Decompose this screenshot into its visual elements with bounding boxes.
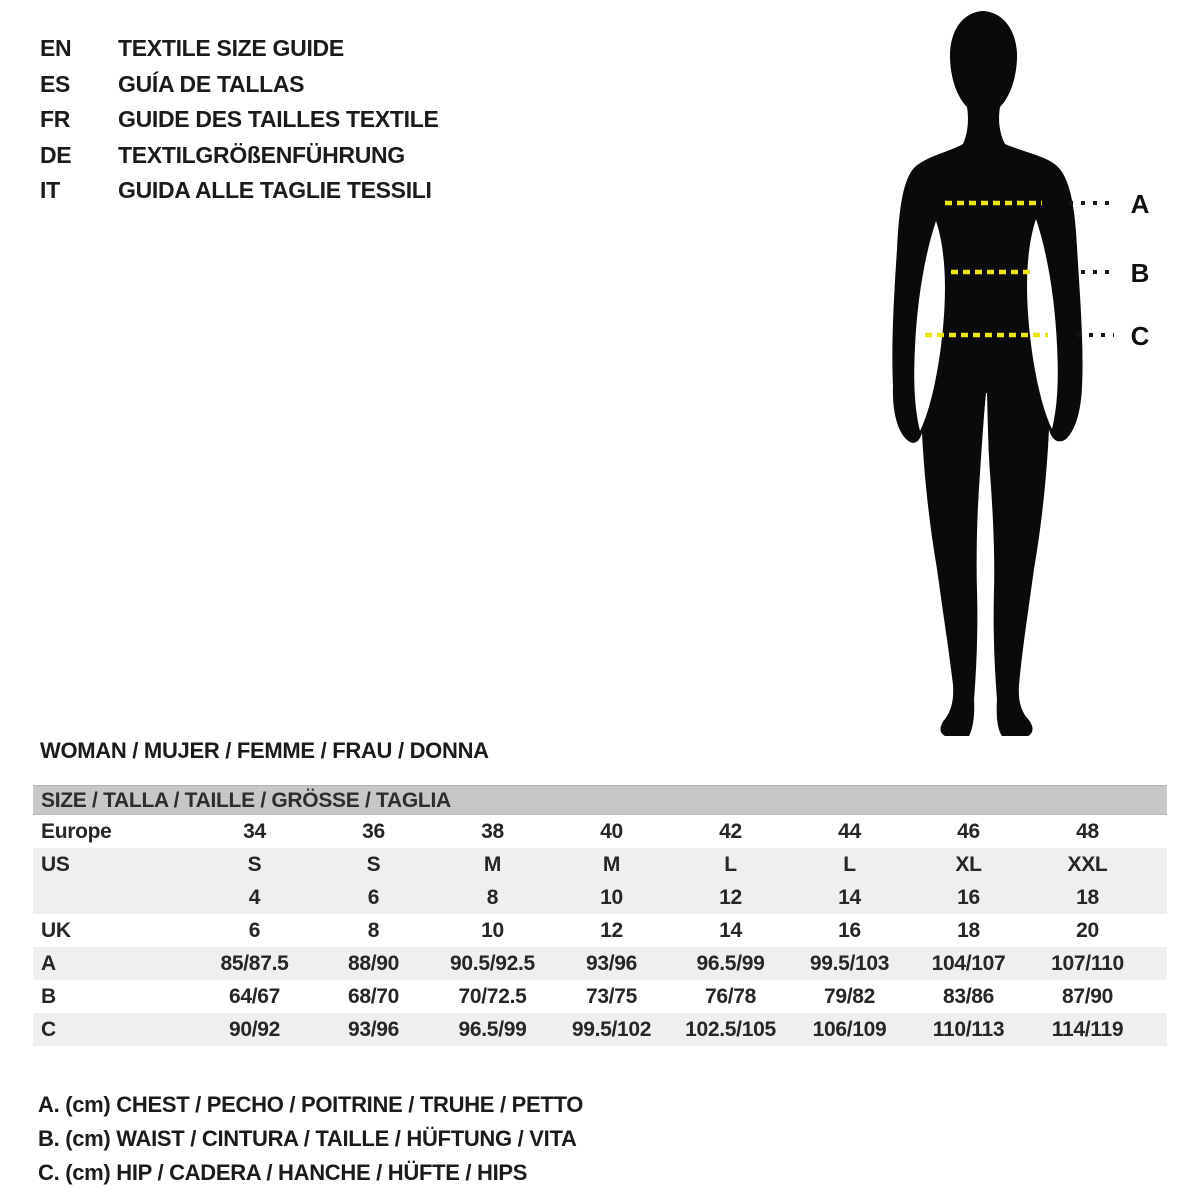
size-cell: 10 bbox=[481, 919, 504, 942]
language-row bbox=[40, 173, 439, 209]
table-row-europe bbox=[33, 815, 1167, 848]
size-cell: 36 bbox=[362, 820, 385, 843]
size-cell: 73/75 bbox=[585, 985, 638, 1008]
size-cell: 64/67 bbox=[228, 985, 281, 1008]
legend-item-chest: A. (cm) CHEST / PECHO / POITRINE / TRUHE / PETTO bbox=[38, 1092, 584, 1117]
size-cell: 4 bbox=[248, 886, 261, 909]
size-cell: 90.5/92.5 bbox=[450, 952, 535, 975]
size-cell: 79/82 bbox=[823, 985, 876, 1008]
size-cell: 68/70 bbox=[347, 985, 400, 1008]
legend-item-hip: C. (cm) HIP / CADERA / HANCHE / HÜFTE / HIPS bbox=[38, 1160, 528, 1185]
size-cell: S bbox=[247, 853, 262, 876]
legend-item-waist: B. (cm) WAIST / CINTURA / TAILLE / HÜFTUNG / VITA bbox=[38, 1126, 577, 1151]
size-cell: 38 bbox=[481, 820, 504, 843]
table-row-us bbox=[33, 848, 1167, 881]
language-code: ES bbox=[40, 70, 71, 97]
size-cell: 16 bbox=[957, 886, 980, 909]
woman-silhouette-icon bbox=[885, 5, 1200, 745]
language-row bbox=[40, 138, 439, 174]
language-list bbox=[40, 31, 439, 209]
size-cell: 20 bbox=[1076, 919, 1099, 942]
size-cell: 6 bbox=[367, 886, 380, 909]
table-row-hip bbox=[33, 1013, 1167, 1046]
size-cell: 93/96 bbox=[347, 1018, 400, 1041]
size-cell: L bbox=[843, 853, 856, 876]
row-label: UK bbox=[41, 919, 71, 942]
row-label: B bbox=[41, 985, 56, 1008]
language-code: FR bbox=[40, 106, 71, 133]
size-cell: 42 bbox=[719, 820, 742, 843]
row-label bbox=[33, 881, 195, 914]
size-table-header: SIZE / TALLA / TAILLE / GRÖSSE / TAGLIA bbox=[33, 785, 1167, 815]
size-cell: 104/107 bbox=[931, 952, 1006, 975]
row-label: A bbox=[41, 952, 56, 975]
row-label: Europe bbox=[41, 820, 112, 843]
size-cell: 44 bbox=[838, 820, 861, 843]
size-cell: 88/90 bbox=[347, 952, 400, 975]
size-cell: 70/72.5 bbox=[458, 985, 527, 1008]
size-cell: 10 bbox=[600, 886, 623, 909]
marker-label-c: C bbox=[1130, 321, 1150, 351]
size-cell: 8 bbox=[486, 886, 499, 909]
size-cell: 46 bbox=[957, 820, 980, 843]
size-cell: 8 bbox=[367, 919, 380, 942]
size-cell: 34 bbox=[243, 820, 266, 843]
size-cell: 102.5/105 bbox=[685, 1018, 776, 1041]
size-cell: XL bbox=[955, 853, 982, 876]
language-row bbox=[40, 102, 439, 138]
size-cell: 83/86 bbox=[942, 985, 995, 1008]
row-label: C bbox=[41, 1018, 56, 1041]
size-cell: 48 bbox=[1076, 820, 1099, 843]
language-row bbox=[40, 31, 439, 67]
marker-label-a: A bbox=[1130, 189, 1150, 219]
size-cell: 90/92 bbox=[228, 1018, 281, 1041]
language-label: TEXTILE SIZE GUIDE bbox=[118, 35, 344, 62]
size-cell: 12 bbox=[600, 919, 623, 942]
size-cell: L bbox=[724, 853, 737, 876]
size-cell: M bbox=[602, 853, 621, 876]
size-cell: 18 bbox=[957, 919, 980, 942]
language-code: EN bbox=[40, 35, 72, 62]
size-cell: 87/90 bbox=[1061, 985, 1114, 1008]
category-line: WOMAN / MUJER / FEMME / FRAU / DONNA bbox=[40, 738, 489, 763]
table-row-chest bbox=[33, 947, 1167, 980]
size-cell: 14 bbox=[838, 886, 861, 909]
marker-label-b: B bbox=[1130, 258, 1150, 288]
measurement-figure bbox=[885, 5, 1200, 745]
size-cell: 18 bbox=[1076, 886, 1099, 909]
size-cell: 85/87.5 bbox=[220, 952, 289, 975]
measurement-legend bbox=[38, 1088, 583, 1190]
size-cell: M bbox=[483, 853, 502, 876]
size-cell: 16 bbox=[838, 919, 861, 942]
size-cell: 14 bbox=[719, 919, 742, 942]
size-cell: 76/78 bbox=[704, 985, 757, 1008]
size-cell: 106/109 bbox=[812, 1018, 887, 1041]
table-row-uk bbox=[33, 914, 1167, 947]
language-code: DE bbox=[40, 141, 72, 168]
size-cell: 107/110 bbox=[1051, 952, 1124, 975]
size-cell: 114/119 bbox=[1051, 1018, 1124, 1041]
size-cell: 96.5/99 bbox=[458, 1018, 527, 1041]
size-cell: 110/113 bbox=[932, 1018, 1005, 1041]
size-cell: 40 bbox=[600, 820, 623, 843]
size-cell: 96.5/99 bbox=[696, 952, 765, 975]
size-cell: S bbox=[366, 853, 381, 876]
size-cell: 99.5/103 bbox=[809, 952, 890, 975]
size-cell: 6 bbox=[248, 919, 261, 942]
size-table bbox=[33, 785, 1167, 1046]
language-label: GUIDA ALLE TAGLIE TESSILI bbox=[118, 177, 432, 204]
language-row bbox=[40, 67, 439, 103]
size-cell: XXL bbox=[1067, 853, 1108, 876]
language-label: GUÍA DE TALLAS bbox=[118, 70, 305, 97]
table-row-waist bbox=[33, 980, 1167, 1013]
row-label: US bbox=[41, 853, 70, 876]
language-code: IT bbox=[40, 177, 60, 204]
table-row-us-numeric bbox=[33, 881, 1167, 914]
language-label: GUIDE DES TAILLES TEXTILE bbox=[118, 106, 439, 133]
size-cell: 12 bbox=[719, 886, 742, 909]
size-cell: 99.5/102 bbox=[571, 1018, 652, 1041]
language-label: TEXTILGRÖßENFÜHRUNG bbox=[118, 141, 405, 168]
size-cell: 93/96 bbox=[585, 952, 638, 975]
